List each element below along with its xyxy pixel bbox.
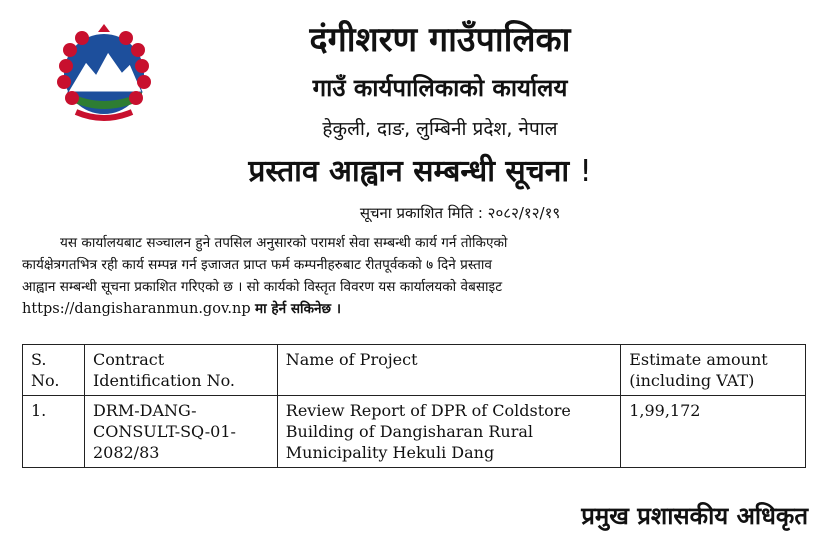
tender-table <box>22 344 806 468</box>
notice-title-text: प्रस्ताव आह्वान सम्बन्धी सूचना <box>248 154 570 189</box>
cell-amount: 1,99,172 <box>621 396 806 468</box>
notice-title-mark: ! <box>579 154 592 189</box>
notice-title <box>120 150 720 194</box>
table-row <box>23 396 806 468</box>
header-contract-id: Contract Identification No. <box>84 345 277 396</box>
header-sn: S. No. <box>23 345 85 396</box>
website-link[interactable]: https://dangisharanmun.gov.np <box>22 301 251 317</box>
body-line-2: कार्यक्षेत्रगतभित्र रही कार्य सम्पन्न गर्न इजाजत प्राप्त फर्म कम्पनीहरुबाट रीतपूर्वकको ७ दिने प्रस्ताव <box>22 257 492 273</box>
cell-project: Review Report of DPR of Coldstore Building of Dangisharan Rural Municipality Hekuli Dang <box>277 396 620 468</box>
emblem-flag <box>98 24 110 32</box>
publish-date: सूचना प्रकाशित मिति : २०८२/१२/१९ <box>359 204 561 222</box>
cell-sn: 1. <box>23 396 85 468</box>
office-address: हेकुली, दाङ, लुम्बिनी प्रदेश, नेपाल <box>322 118 558 140</box>
cell-contract-id: DRM-DANG-CONSULT-SQ-01-2082/83 <box>84 396 277 468</box>
notice-body <box>22 232 806 320</box>
signatory-title: प्रमुख प्रशासकीय अधिकृत <box>581 502 808 530</box>
body-line-4 <box>22 298 806 320</box>
body-line-1: यस कार्यालयबाट सञ्चालन हुने तपसिल अनुसारको परामर्श सेवा सम्बन्धी कार्य गर्न तोकिएको <box>60 235 508 251</box>
nepal-government-emblem-icon <box>52 22 156 126</box>
body-line-3: आह्वान सम्बन्धी सूचना प्रकाशित गरिएको छ । सो कार्यको विस्तृत विवरण यस कार्यालयको वेबसाइट <box>22 279 503 295</box>
header-amount: Estimate amount (including VAT) <box>621 345 806 396</box>
header-project: Name of Project <box>277 345 620 396</box>
municipality-name: दंगीशरण गाउँपालिका <box>309 20 571 60</box>
body-line-4-suffix: मा हेर्न सकिनेछ । <box>254 301 341 317</box>
table-header-row <box>23 345 806 396</box>
office-name: गाउँ कार्यपालिकाको कार्यालय <box>312 74 568 102</box>
